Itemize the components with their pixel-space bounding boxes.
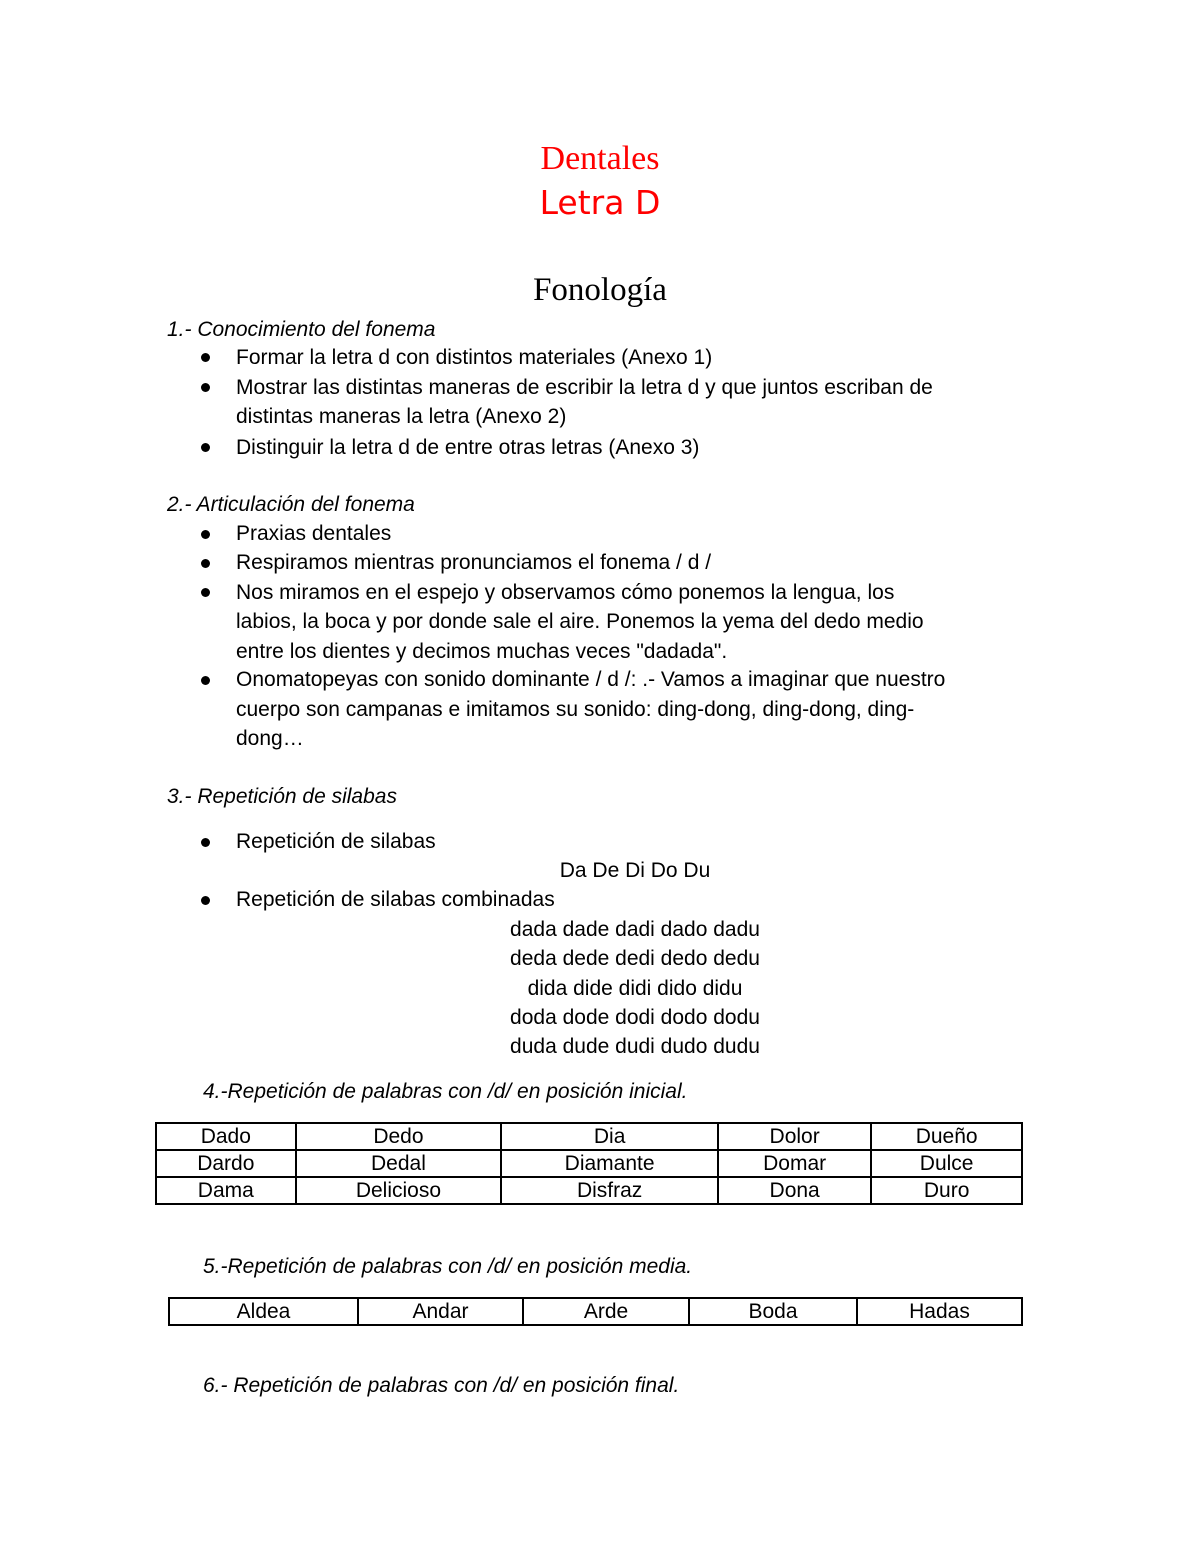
bullet-icon xyxy=(201,443,210,452)
list-item-continued: entre los dientes y decimos muchas veces "dadada". xyxy=(236,640,728,663)
table-cell: Dona xyxy=(718,1177,871,1204)
section4-title: 4.-Repetición de palabras con /d/ en posición inicial. xyxy=(203,1080,688,1103)
combined-syllables-line: dada dade dadi dado dadu xyxy=(510,918,760,941)
table-row xyxy=(156,1177,1022,1204)
section-heading: Fonología xyxy=(533,272,667,308)
table-cell: Disfraz xyxy=(501,1177,718,1204)
table-cell: Dueño xyxy=(871,1123,1022,1150)
middle-position-table xyxy=(168,1297,1023,1326)
bullet-icon xyxy=(201,838,210,847)
section2-title: 2.- Articulación del fonema xyxy=(167,493,415,516)
section1-title: 1.- Conocimiento del fonema xyxy=(167,318,436,341)
table-cell: Diamante xyxy=(501,1150,718,1177)
list-item: Respiramos mientras pronunciamos el fonema / d / xyxy=(236,551,712,574)
table-cell: Domar xyxy=(718,1150,871,1177)
table-cell: Hadas xyxy=(857,1298,1022,1325)
table-row xyxy=(169,1298,1022,1325)
combined-syllables-line: duda dude dudi dudo dudu xyxy=(510,1035,760,1058)
table-cell: Boda xyxy=(689,1298,857,1325)
bullet-icon xyxy=(201,353,210,362)
list-item: Repetición de silabas xyxy=(236,830,436,853)
table-cell: Dedal xyxy=(296,1150,502,1177)
table-cell: Delicioso xyxy=(296,1177,502,1204)
table-cell: Andar xyxy=(358,1298,523,1325)
doc-subtitle: Letra D xyxy=(539,183,661,222)
list-item: Distinguir la letra d de entre otras letras (Anexo 3) xyxy=(236,436,700,459)
table-cell: Arde xyxy=(523,1298,689,1325)
list-item: Onomatopeyas con sonido dominante / d /: .- Vamos a imaginar que nuestro xyxy=(236,668,946,691)
table-cell: Aldea xyxy=(169,1298,358,1325)
section5-title: 5.-Repetición de palabras con /d/ en posición media. xyxy=(203,1255,693,1278)
table-cell: Dia xyxy=(501,1123,718,1150)
list-item: Mostrar las distintas maneras de escribir la letra d y que juntos escriban de xyxy=(236,376,933,399)
section3-title: 3.- Repetición de silabas xyxy=(167,785,397,808)
combined-syllables-line: doda dode dodi dodo dodu xyxy=(510,1006,760,1029)
bullet-icon xyxy=(201,588,210,597)
table-cell: Dama xyxy=(156,1177,296,1204)
table-row xyxy=(156,1123,1022,1150)
list-item: Repetición de silabas combinadas xyxy=(236,888,555,911)
syllables-line: Da De Di Do Du xyxy=(559,859,711,882)
bullet-icon xyxy=(201,676,210,685)
list-item-continued: dong… xyxy=(236,727,304,750)
table-cell: Dolor xyxy=(718,1123,871,1150)
doc-title: Dentales xyxy=(540,140,660,177)
table-cell: Dardo xyxy=(156,1150,296,1177)
list-item: Praxias dentales xyxy=(236,522,392,545)
list-item: Formar la letra d con distintos materiales (Anexo 1) xyxy=(236,346,713,369)
table-cell: Duro xyxy=(871,1177,1022,1204)
table-cell: Dado xyxy=(156,1123,296,1150)
table-cell: Dulce xyxy=(871,1150,1022,1177)
bullet-icon xyxy=(201,383,210,392)
list-item-continued: labios, la boca y por donde sale el aire. Ponemos la yema del dedo medio xyxy=(236,610,924,633)
combined-syllables-line: deda dede dedi dedo dedu xyxy=(510,947,760,970)
combined-syllables-line: dida dide didi dido didu xyxy=(527,977,743,1000)
list-item-continued: cuerpo son campanas e imitamos su sonido: ding-dong, ding-dong, ding- xyxy=(236,698,915,721)
list-item: Nos miramos en el espejo y observamos cómo ponemos la lengua, los xyxy=(236,581,895,604)
bullet-icon xyxy=(201,530,210,539)
list-item-continued: distintas maneras la letra (Anexo 2) xyxy=(236,405,567,428)
section6-title: 6.- Repetición de palabras con /d/ en posición final. xyxy=(203,1374,680,1397)
initial-position-table xyxy=(155,1122,1023,1205)
table-row xyxy=(156,1150,1022,1177)
bullet-icon xyxy=(201,559,210,568)
table-cell: Dedo xyxy=(296,1123,502,1150)
bullet-icon xyxy=(201,896,210,905)
